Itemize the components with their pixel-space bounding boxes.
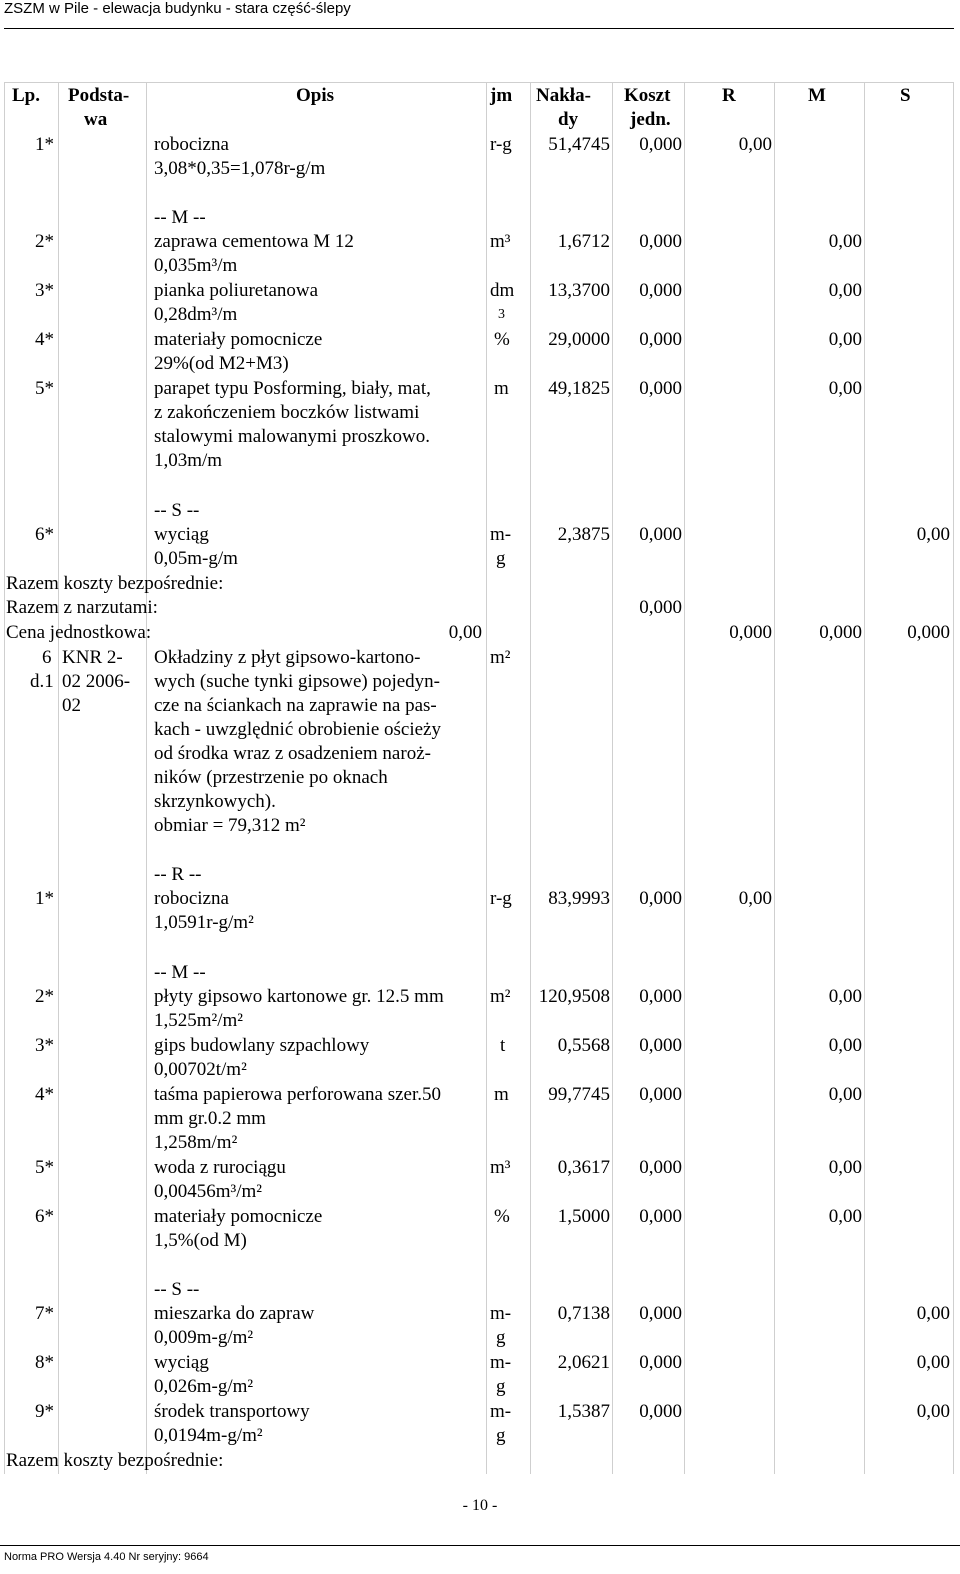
row-opis: parapet typu Posforming, biały, mat,	[154, 378, 431, 399]
grid-line	[486, 82, 487, 1474]
row-jm-2: g	[496, 1327, 506, 1348]
document-header-title: ZSZM w Pile - elewacja budynku - stara część-ślepy	[4, 0, 351, 17]
row-naklady: 0,3617	[557, 1157, 610, 1178]
row-koszt: 0,000	[639, 888, 682, 909]
row-m: 0,00	[828, 329, 862, 350]
position-measure: obmiar = 79,312 m²	[154, 815, 306, 836]
row-jm-2: g	[496, 548, 506, 569]
row-opis: 1,0591r-g/m²	[154, 912, 254, 933]
row-opis: mieszarka do zapraw	[154, 1303, 315, 1324]
section-label: -- R --	[154, 864, 202, 885]
row-naklady: 0,7138	[557, 1303, 610, 1324]
row-jm-2: g	[496, 1376, 506, 1397]
position-desc: Okładziny z płyt gipsowo-kartono-	[154, 647, 421, 668]
col-header-podstawa-2: wa	[84, 109, 108, 130]
row-opis: mm gr.0.2 mm	[154, 1108, 266, 1129]
row-lp: 7*	[35, 1303, 54, 1324]
position-desc: kach - uwzględnić obrobienie ościeży	[154, 719, 441, 740]
row-opis: materiały pomocnicze	[154, 329, 323, 350]
row-m: 0,00	[828, 280, 862, 301]
row-opis: 0,026m-g/m²	[154, 1376, 254, 1397]
row-koszt: 0,000	[639, 1035, 682, 1056]
grid-line	[864, 82, 865, 1474]
section-label: -- M --	[154, 207, 206, 228]
footer-text: Norma PRO Wersja 4.40 Nr seryjny: 9664	[4, 1551, 209, 1563]
row-opis: wyciąg	[154, 524, 209, 545]
row-lp: 5*	[35, 1157, 54, 1178]
row-m: 0,00	[828, 378, 862, 399]
row-naklady: 99,7745	[548, 1084, 610, 1105]
grid-line	[774, 82, 775, 1474]
row-naklady: 0,5568	[557, 1035, 610, 1056]
row-koszt: 0,000	[639, 134, 682, 155]
row-jm: %	[494, 1206, 510, 1227]
row-s: 0,00	[916, 1303, 950, 1324]
row-opis: taśma papierowa perforowana szer.50	[154, 1084, 441, 1105]
row-naklady: 1,5000	[557, 1206, 610, 1227]
row-m: 0,00	[828, 1206, 862, 1227]
section-label: -- S --	[154, 500, 200, 521]
col-header-opis: Opis	[296, 85, 335, 106]
position-basis: KNR 2-	[62, 647, 123, 668]
grid-line	[4, 82, 953, 83]
col-header-naklady: Nakła-	[536, 85, 591, 106]
unit-price-value: 0,00	[448, 622, 482, 643]
row-opis: 3,08*0,35=1,078r-g/m	[154, 158, 326, 179]
row-opis: 1,258m/m²	[154, 1132, 238, 1153]
position-desc: ników (przestrzenie po oknach	[154, 767, 388, 788]
row-jm-2: g	[496, 1425, 506, 1446]
summary-with-markups-value: 0,000	[639, 597, 682, 618]
row-opis: 29%(od M2+M3)	[154, 353, 289, 374]
row-naklady: 120,9508	[538, 986, 610, 1007]
grid-line	[953, 82, 954, 1474]
row-jm: m²	[490, 986, 511, 1007]
row-jm: m-	[490, 524, 512, 545]
col-header-s: S	[900, 85, 911, 106]
row-opis: robocizna	[154, 134, 229, 155]
unit-price-m: 0,000	[819, 622, 862, 643]
row-jm: m³	[490, 231, 511, 252]
row-jm: m³	[490, 1157, 511, 1178]
row-naklady: 1,5387	[557, 1401, 610, 1422]
row-koszt: 0,000	[639, 280, 682, 301]
col-header-jm: jm	[490, 85, 513, 106]
row-koszt: 0,000	[639, 986, 682, 1007]
summary-direct-costs: Razem koszty bezpośrednie:	[6, 573, 224, 594]
row-koszt: 0,000	[639, 1401, 682, 1422]
page-number: - 10 -	[462, 1497, 498, 1514]
row-opis: zaprawa cementowa M 12	[154, 231, 354, 252]
row-s: 0,00	[916, 1352, 950, 1373]
row-naklady: 49,1825	[548, 378, 610, 399]
row-opis: 0,00456m³/m²	[154, 1181, 262, 1202]
unit-price-s: 0,000	[907, 622, 950, 643]
row-koszt: 0,000	[639, 1206, 682, 1227]
row-opis: woda z rurociągu	[154, 1157, 286, 1178]
row-lp: 4*	[35, 1084, 54, 1105]
row-opis: wyciąg	[154, 1352, 209, 1373]
row-opis: 1,03m/m	[154, 450, 223, 471]
row-jm-exp: 3	[498, 307, 505, 322]
row-m: 0,00	[828, 231, 862, 252]
row-jm: m	[494, 378, 509, 399]
col-header-naklady-2: dy	[558, 109, 579, 130]
row-s: 0,00	[916, 1401, 950, 1422]
col-header-lp: Lp.	[12, 85, 40, 106]
row-opis: z zakończeniem boczków listwami	[154, 402, 420, 423]
row-opis: pianka poliuretanowa	[154, 280, 319, 301]
row-koszt: 0,000	[639, 1084, 682, 1105]
row-opis: 1,525m²/m²	[154, 1010, 243, 1031]
row-m: 0,00	[828, 986, 862, 1007]
row-lp: 1*	[35, 134, 54, 155]
row-koszt: 0,000	[639, 524, 682, 545]
position-basis: 02	[62, 695, 81, 716]
row-koszt: 0,000	[639, 378, 682, 399]
row-opis: płyty gipsowo kartonowe gr. 12.5 mm	[154, 986, 444, 1007]
row-m: 0,00	[828, 1084, 862, 1105]
row-jm: r-g	[490, 134, 512, 155]
row-koszt: 0,000	[639, 231, 682, 252]
row-naklady: 1,6712	[557, 231, 610, 252]
row-opis: 0,0194m-g/m²	[154, 1425, 263, 1446]
position-jm: m²	[490, 647, 511, 668]
row-lp: 9*	[35, 1401, 54, 1422]
row-opis: środek transportowy	[154, 1401, 310, 1422]
unit-price-label: Cena jednostkowa:	[6, 622, 152, 643]
row-lp: 3*	[35, 280, 54, 301]
row-opis: robocizna	[154, 888, 229, 909]
row-m: 0,00	[828, 1035, 862, 1056]
col-header-r: R	[722, 85, 736, 106]
row-naklady: 83,9993	[548, 888, 610, 909]
unit-price-r: 0,000	[729, 622, 772, 643]
position-basis: 02 2006-	[62, 671, 131, 692]
row-jm: r-g	[490, 888, 512, 909]
summary-with-markups: Razem z narzutami:	[6, 597, 158, 618]
row-koszt: 0,000	[639, 1352, 682, 1373]
row-jm: %	[494, 329, 510, 350]
position-desc: skrzynkowych).	[154, 791, 276, 812]
row-jm: dm	[490, 280, 515, 301]
grid-line	[684, 82, 685, 1474]
row-m: 0,00	[828, 1157, 862, 1178]
position-desc: wych (suche tynki gipsowe) pojedyn-	[154, 671, 440, 692]
row-lp: 4*	[35, 329, 54, 350]
row-opis: 0,05m-g/m	[154, 548, 238, 569]
position-lp-2: d.1	[30, 671, 54, 692]
row-jm: m-	[490, 1401, 512, 1422]
row-jm: t	[500, 1035, 506, 1056]
col-header-koszt: Koszt	[624, 85, 671, 106]
row-opis: materiały pomocnicze	[154, 1206, 323, 1227]
grid-line	[146, 82, 147, 1474]
row-koszt: 0,000	[639, 1303, 682, 1324]
row-opis: 0,00702t/m²	[154, 1059, 247, 1080]
position-desc: cze na ściankach na zaprawie na pas-	[154, 695, 437, 716]
row-r: 0,00	[738, 134, 772, 155]
row-lp: 2*	[35, 986, 54, 1007]
row-naklady: 2,3875	[557, 524, 610, 545]
footer-rule	[0, 1545, 960, 1546]
summary-direct-costs-2: Razem koszty bezpośrednie:	[6, 1450, 224, 1471]
position-lp: 6	[42, 647, 52, 668]
row-opis: 0,28dm³/m	[154, 304, 238, 325]
row-koszt: 0,000	[639, 329, 682, 350]
row-jm: m	[494, 1084, 509, 1105]
row-opis: stalowymi malowanymi proszkowo.	[154, 426, 430, 447]
row-opis: 0,035m³/m	[154, 255, 238, 276]
grid-line	[58, 82, 59, 1474]
section-label: -- S --	[154, 1279, 200, 1300]
row-lp: 8*	[35, 1352, 54, 1373]
row-naklady: 13,3700	[548, 280, 610, 301]
row-naklady: 29,0000	[548, 329, 610, 350]
row-lp: 3*	[35, 1035, 54, 1056]
row-naklady: 2,0621	[557, 1352, 610, 1373]
row-lp: 1*	[35, 888, 54, 909]
col-header-m: M	[808, 85, 826, 106]
row-opis: 0,009m-g/m²	[154, 1327, 254, 1348]
row-lp: 6*	[35, 524, 54, 545]
row-koszt: 0,000	[639, 1157, 682, 1178]
row-r: 0,00	[738, 888, 772, 909]
row-lp: 2*	[35, 231, 54, 252]
row-jm: m-	[490, 1303, 512, 1324]
row-jm: m-	[490, 1352, 512, 1373]
position-desc: od środka wraz z osadzeniem naroż-	[154, 743, 431, 764]
section-label: -- M --	[154, 962, 206, 983]
col-header-podstawa: Podsta-	[68, 85, 130, 106]
col-header-koszt-2: jedn.	[630, 109, 671, 130]
row-lp: 6*	[35, 1206, 54, 1227]
row-opis: 1,5%(od M)	[154, 1230, 247, 1251]
row-s: 0,00	[916, 524, 950, 545]
row-opis: gips budowlany szpachlowy	[154, 1035, 370, 1056]
row-lp: 5*	[35, 378, 54, 399]
row-naklady: 51,4745	[548, 134, 610, 155]
